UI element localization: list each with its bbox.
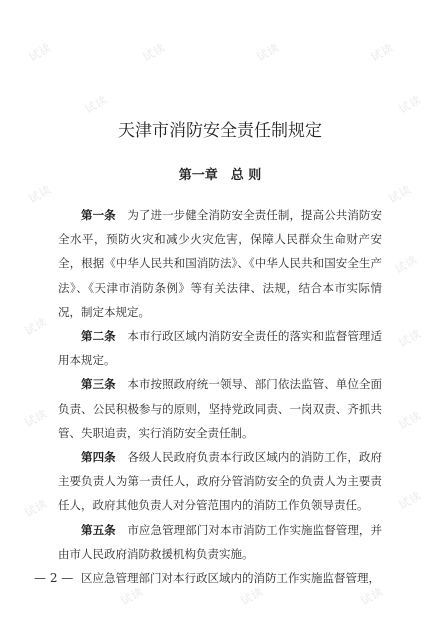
- chapter-name: 总 则: [230, 168, 262, 183]
- article-text: 各级人民政府负责本行政区域内的消防工作，政府主要负责人为第一责任人，政府分管消防安全的负责人为主要责任人，政府其他负责人对分管范围内的消防工作负领导责任。: [58, 450, 383, 513]
- watermark: 试读: [26, 40, 54, 65]
- watermark: 试读: [368, 40, 396, 65]
- watermark: 试读: [238, 584, 266, 609]
- article-text: 本市按照政府统一领导、部门依法监管、单位全面负责、公民积极参与的原则，坚持党政同责、一岗双责、齐抓共管、失职追责，实行消防安全责任制。: [58, 377, 383, 440]
- watermark: 试读: [22, 314, 50, 339]
- chapter-heading: [0, 164, 440, 183]
- watermark: 试读: [386, 182, 414, 207]
- article-paragraph: [58, 518, 382, 566]
- watermark: 试读: [22, 496, 50, 521]
- article-text: 市应急管理部门对本市消防工作实施监督管理，并由市人民政府消防救援机构负责实施。: [58, 522, 383, 561]
- article-label: 第二条: [81, 329, 116, 344]
- article-text: 本市行政区域内消防安全责任的落实和监督管理适用本规定。: [58, 329, 383, 368]
- article-paragraph: [58, 445, 382, 518]
- watermark: 试读: [396, 326, 424, 351]
- watermark: 试读: [26, 182, 54, 207]
- watermark: 试读: [396, 92, 424, 117]
- article-paragraph: [58, 324, 382, 372]
- article-label: 第一条: [81, 208, 116, 222]
- watermark: 试读: [118, 584, 146, 609]
- document-title: 天津市消防安全责任制规定: [118, 121, 322, 141]
- page-number: — 2 —: [34, 571, 74, 585]
- article-paragraph: [58, 372, 382, 445]
- article-label: 第三条: [81, 377, 116, 392]
- chapter-number: 第一章: [178, 168, 218, 183]
- watermark: 试读: [396, 408, 424, 433]
- article-label: 第五条: [81, 522, 116, 537]
- watermark: 试读: [82, 92, 110, 117]
- watermark: 试读: [140, 40, 168, 65]
- watermark: 试读: [254, 40, 282, 65]
- watermark: 试读: [22, 406, 50, 431]
- watermark: 试读: [392, 252, 420, 277]
- document-body: [58, 203, 382, 590]
- article-text: 为了进一步健全消防安全责任制，提高公共消防安全水平，预防火灾和减少火灾危害，保障人民群众生命财产安全，根据《中华人民共和国消防法》、《中华人民共和国安全生产法》、《天津市消防条例》等有关法律、法规，结合本市实际情况，制定本规定。: [58, 208, 383, 319]
- watermark: 试读: [396, 488, 424, 513]
- watermark: 试读: [358, 584, 386, 609]
- article-label: 第四条: [81, 450, 116, 465]
- article-paragraph: [58, 203, 382, 324]
- continuation-paragraph: 区应急管理部门对本行政区域内的消防工作实施监督管理，: [81, 571, 380, 586]
